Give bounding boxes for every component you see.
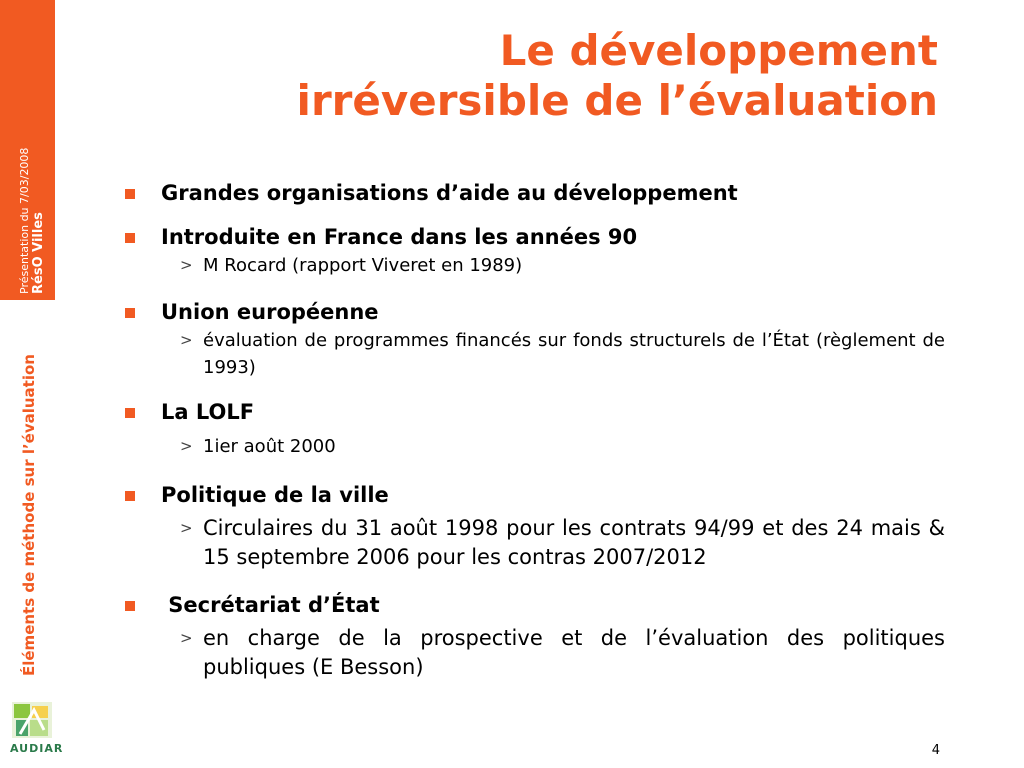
chevron-right-icon: > bbox=[180, 437, 193, 455]
page-number: 4 bbox=[931, 743, 940, 758]
bullet-item bbox=[125, 222, 945, 279]
bullet-item bbox=[125, 590, 945, 682]
bullet-list bbox=[125, 178, 945, 682]
sub-item-text: 1ier août 2000 bbox=[203, 436, 336, 457]
bullet-label: Grandes organisations d’aide au développement bbox=[161, 181, 738, 205]
chevron-right-icon: > bbox=[180, 256, 193, 274]
audiar-logo bbox=[10, 700, 68, 760]
bullet-label: Union européenne bbox=[161, 300, 379, 324]
bullet-item bbox=[125, 297, 945, 381]
sub-item-text: en charge de la prospective et de l’évaluation des politiques publiques (E Besson) bbox=[203, 626, 945, 679]
sub-item bbox=[125, 252, 945, 279]
presentation-date: Présentation du 7/03/2008 bbox=[18, 147, 31, 294]
bullet-item bbox=[125, 480, 945, 572]
square-bullet-icon bbox=[125, 601, 135, 611]
bullet-label: Secrétariat d’État bbox=[161, 593, 380, 617]
sub-item bbox=[125, 624, 945, 682]
sub-item bbox=[125, 327, 945, 381]
side-band-text bbox=[0, 0, 55, 300]
bullet-label: Introduite en France dans les années 90 bbox=[161, 225, 638, 249]
network-name: RésO Villes bbox=[31, 212, 46, 294]
sub-item-text: évaluation de programmes financés sur fonds structurels de l’État (règlement de 1993) bbox=[203, 330, 945, 378]
sub-item bbox=[125, 514, 945, 572]
square-bullet-icon bbox=[125, 408, 135, 418]
title-line-1: Le développement bbox=[499, 26, 938, 75]
bullet-label: La LOLF bbox=[161, 400, 255, 424]
slide-title bbox=[297, 26, 938, 126]
square-bullet-icon bbox=[125, 189, 135, 199]
bullet-label: Politique de la ville bbox=[161, 483, 389, 507]
vertical-section-title: Éléments de méthode sur l’évaluation bbox=[20, 354, 38, 676]
title-line-2: irréversible de l’évaluation bbox=[296, 76, 938, 125]
bullet-item bbox=[125, 178, 945, 208]
square-bullet-icon bbox=[125, 308, 135, 318]
logo-text: AUDIAR bbox=[10, 742, 64, 755]
square-bullet-icon bbox=[125, 491, 135, 501]
chevron-right-icon: > bbox=[180, 519, 193, 537]
chevron-right-icon: > bbox=[180, 331, 193, 349]
logo-mark-icon bbox=[10, 700, 54, 740]
square-bullet-icon bbox=[125, 233, 135, 243]
chevron-right-icon: > bbox=[180, 629, 193, 647]
sub-item-text: M Rocard (rapport Viveret en 1989) bbox=[203, 255, 523, 276]
sub-item bbox=[125, 433, 945, 460]
sub-item-text: Circulaires du 31 août 1998 pour les contrats 94/99 et des 24 mais & 15 septembre 2006 pour les contras 2007/2012 bbox=[203, 516, 945, 569]
bullet-item bbox=[125, 397, 945, 460]
